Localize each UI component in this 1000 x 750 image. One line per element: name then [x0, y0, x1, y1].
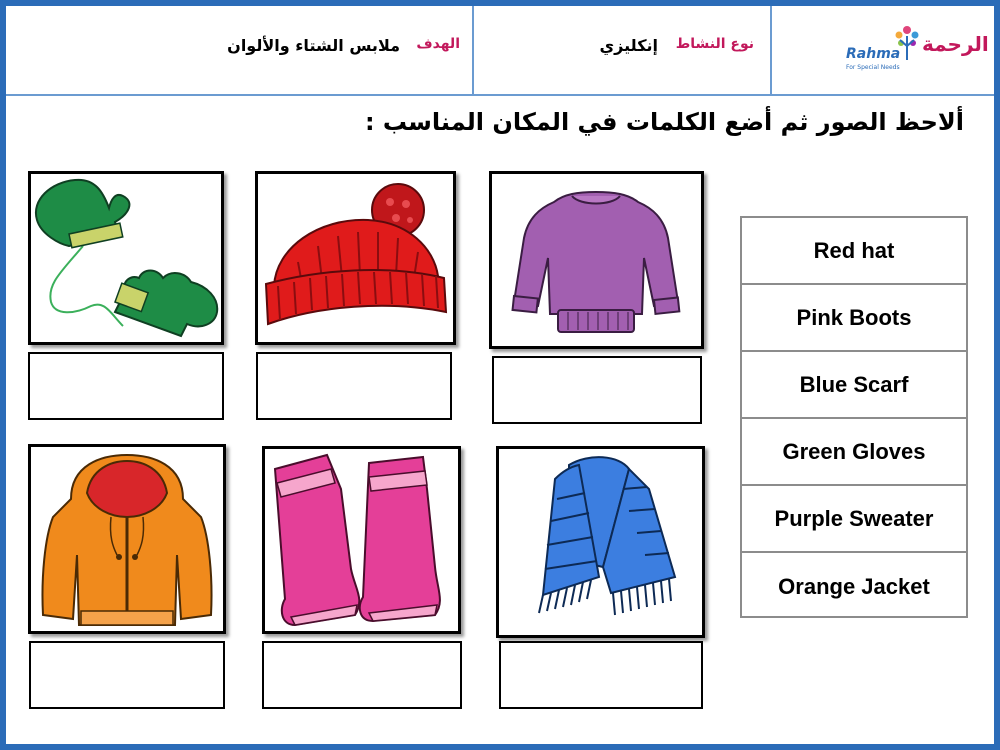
jacket-icon	[31, 447, 223, 631]
word-bank	[740, 216, 968, 618]
answer-box[interactable]	[262, 641, 462, 709]
goal-label: الهدف	[416, 36, 460, 52]
answer-box[interactable]	[29, 641, 225, 709]
scarf-picture	[496, 446, 705, 638]
word-bank-item[interactable]: Orange Jacket	[778, 573, 930, 599]
hat-picture	[255, 171, 456, 345]
boots-picture	[262, 446, 461, 634]
logo-arabic-text: الرحمة	[922, 32, 989, 56]
word-bank-item[interactable]: Red hat	[742, 218, 966, 285]
answer-box[interactable]	[28, 352, 224, 420]
scarf-icon	[499, 449, 702, 635]
sweater-picture	[489, 171, 704, 349]
word-bank-item[interactable]: Purple Sweater	[742, 486, 966, 553]
goal-value: ملابس الشتاء والألوان	[227, 36, 400, 55]
logo-english-text: Rahma	[846, 46, 901, 62]
boots-icon	[265, 449, 458, 631]
activity-type-value: إنكليزي	[599, 36, 658, 55]
jacket-picture	[28, 444, 226, 634]
answer-box[interactable]	[492, 356, 702, 424]
mittens-icon	[31, 174, 221, 342]
answer-box[interactable]	[256, 352, 452, 420]
word-bank-item[interactable]: Pink Boots	[742, 285, 966, 352]
sweater-icon	[492, 174, 701, 346]
goal-cell	[6, 6, 472, 94]
word-bank-item[interactable]: Green Gloves	[742, 419, 966, 486]
word-bank-item[interactable]: Blue Scarf	[742, 352, 966, 419]
worksheet-header	[6, 6, 994, 96]
knit-hat-icon	[258, 174, 453, 342]
activity-type-label: نوع النشاط	[675, 36, 754, 52]
instruction-text: ألاحظ الصور ثم أضع الكلمات في المكان المناسب :	[364, 108, 964, 136]
answer-box[interactable]	[499, 641, 703, 709]
logo	[772, 6, 994, 94]
activity-cell	[474, 6, 770, 94]
mittens-picture	[28, 171, 224, 345]
logo-tagline: For Special Needs	[846, 64, 900, 71]
